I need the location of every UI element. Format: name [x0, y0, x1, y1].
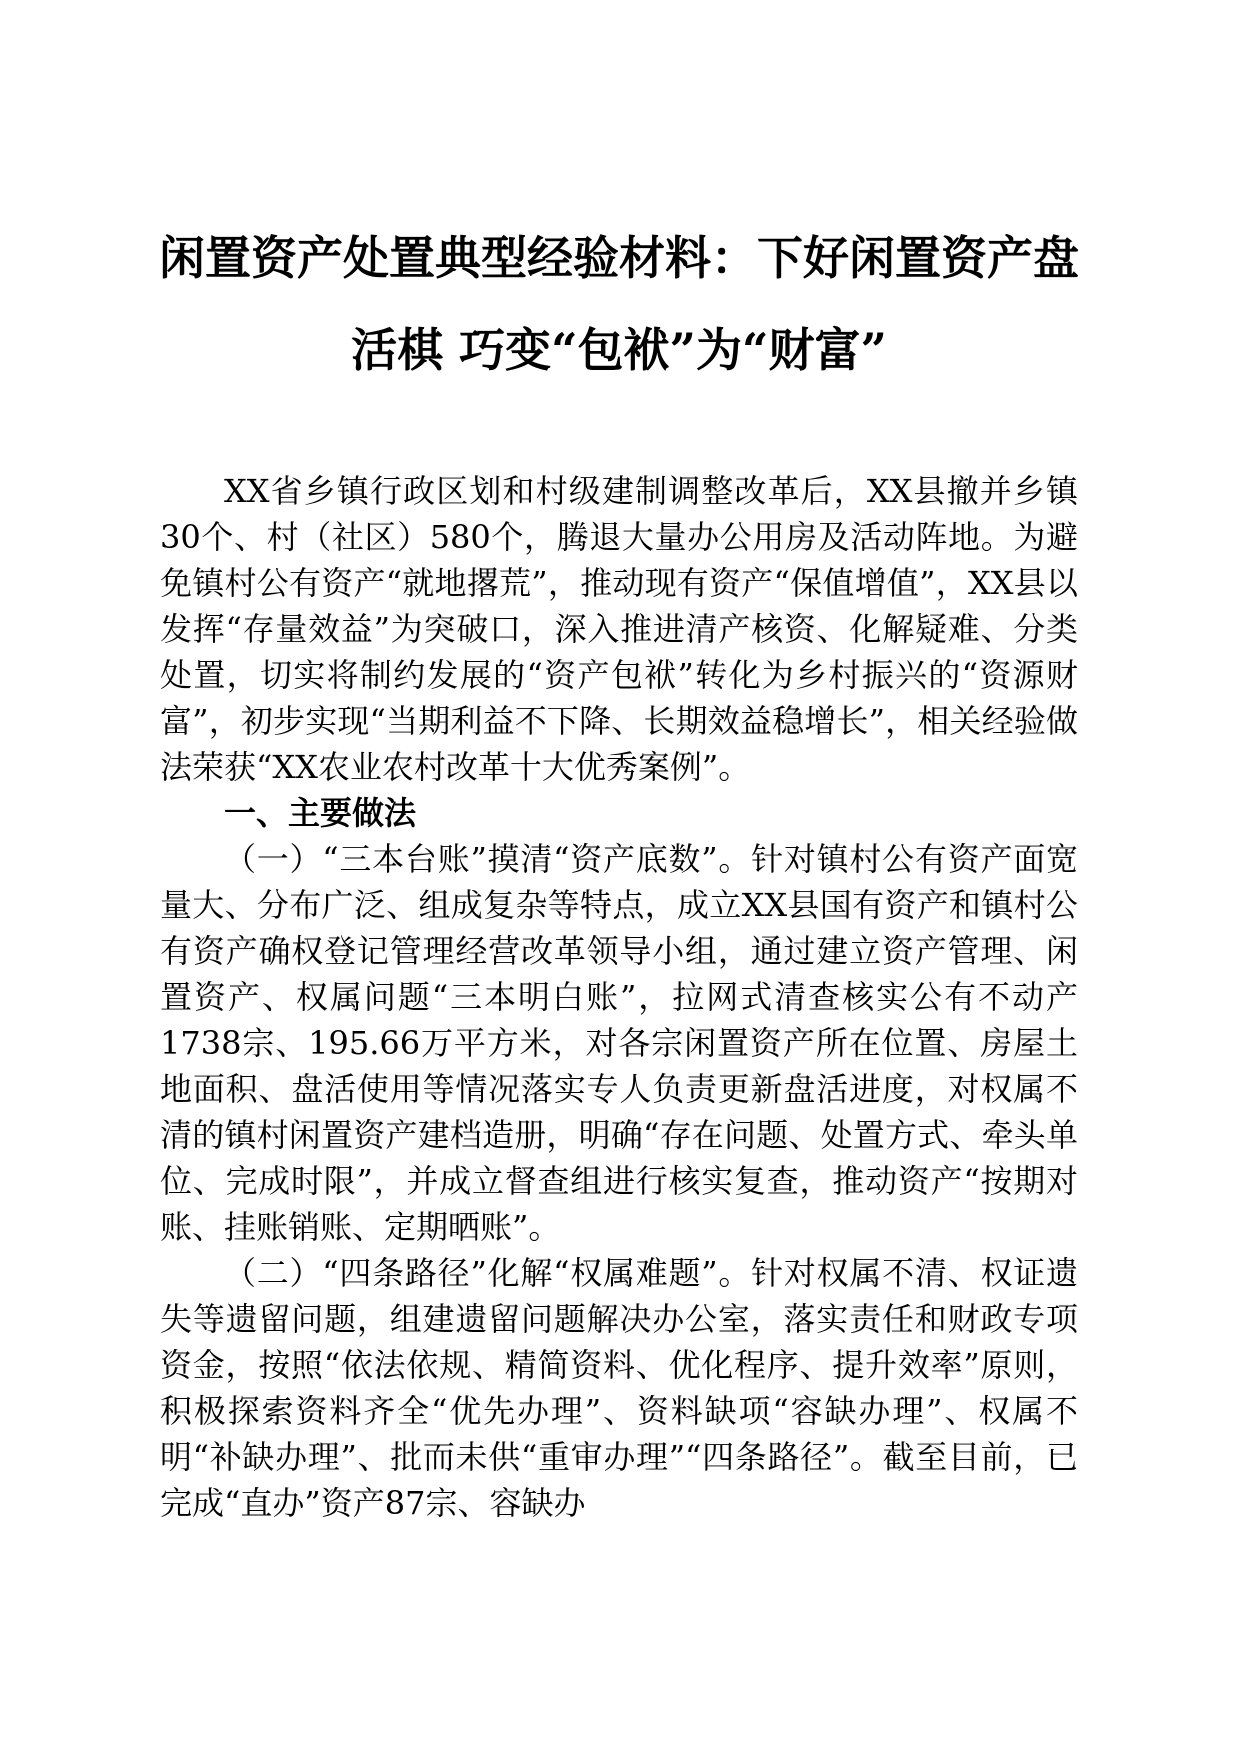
subsection-paragraph-1: （一）“三本台账”摸清“资产底数”。针对镇村公有资产面宽量大、分布广泛、组成复杂等特点，成立XX县国有资产和镇村公有资产确权登记管理经营改革领导小组，通过建立资产管理、闲置资产、权属问题“三本明白账”，拉网式清查核实公有不动产1738宗、195.66万平方米，对各宗闲置资产所在位置、房屋土地面积、盘活使用等情况落实专人负责更新盘活进度，对权属不清的镇村闲置资产建档造册，明确“存在问题、处置方式、牵头单位、完成时限”，并成立督查组进行核实复查，推动资产“按期对账、挂账销账、定期晒账”。 — [160, 840, 1078, 1246]
document-title-line-2: 活棋 巧变“包袱”为“财富” — [351, 323, 887, 377]
subsection-paragraph-2: （二）“四条路径”化解“权属难题”。针对权属不清、权证遗失等遗留问题，组建遗留问题解决办公室，落实责任和财政专项资金，按照“依法依规、精简资料、优化程序、提升效率”原则，积极探索资料齐全“优先办理”、资料缺项“容缺办理”、权属不明“补缺办理”、批而未供“重审办理”“四条路径”。截至目前，已完成“直办”资产87宗、容缺办 — [160, 1254, 1078, 1522]
section-heading: 一、主要做法 — [224, 794, 417, 832]
intro-paragraph: XX省乡镇行政区划和村级建制调整改革后，XX县撤并乡镇30个、村（社区）580个，腾退大量办公用房及活动阵地。为避免镇村公有资产“就地撂荒”，推动现有资产“保值增值”，XX县以发挥“存量效益”为突破口，深入推进清产核资、化解疑难、分类处置，切实将制约发展的“资产包袱”转化为乡村振兴的“资源财富”，初步实现“当期利益不下降、长期效益稳增长”，相关经验做法荣获“XX农业农村改革十大优秀案例”。 — [160, 472, 1078, 786]
document-body — [160, 468, 1078, 1526]
document-title-line-1: 闲置资产处置典型经验材料：下好闲置资产盘 — [159, 231, 1079, 285]
